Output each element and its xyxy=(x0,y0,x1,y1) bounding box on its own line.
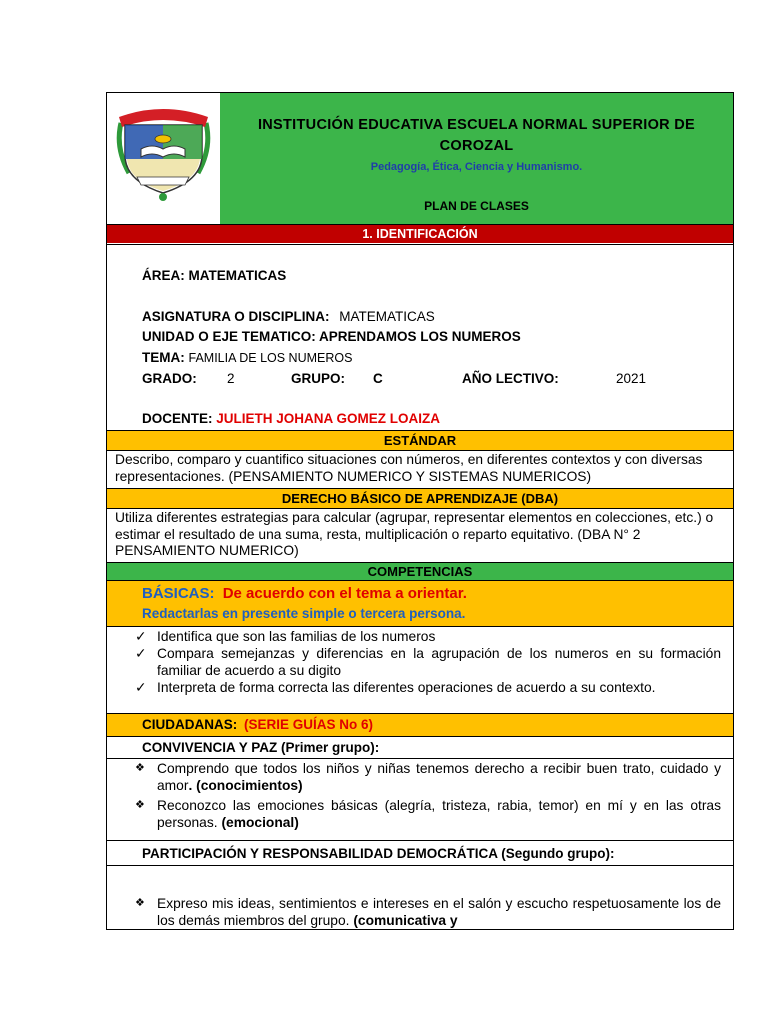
estandar-heading: ESTÁNDAR xyxy=(107,430,733,450)
basicas-list-section xyxy=(107,626,733,713)
list-item: ✓ Compara semejanzas y diferencias en la agrupación de los numeros en su formación familiar de acuerdo a su digito xyxy=(135,646,721,678)
grado-value: 2 xyxy=(227,371,235,386)
asignatura-label: ASIGNATURA O DISCIPLINA: xyxy=(142,309,330,324)
dba-heading: DERECHO BÁSICO DE APRENDIZAJE (DBA) xyxy=(107,488,733,508)
grupo-value: C xyxy=(373,371,383,386)
list-item: ✓ Interpreta de forma correcta las diferentes operaciones de acuerdo a su contexto. xyxy=(135,680,656,695)
ciudadanas-line xyxy=(142,717,373,732)
docente-line xyxy=(142,411,440,426)
list-item: ❖ Reconozco las emociones básicas (alegría, tristeza, rabia, temor) en mí y en las otras personas. (emocional) xyxy=(135,798,721,830)
diamond-bullet-icon: ❖ xyxy=(135,799,145,811)
institution-name: INSTITUCIÓN EDUCATIVA ESCUELA NORMAL SUPERIOR DE COROZAL xyxy=(257,117,696,154)
basicas-line xyxy=(142,585,467,602)
tema-value: FAMILIA DE LOS NUMEROS xyxy=(188,351,353,365)
grado-label: GRADO: xyxy=(142,371,197,386)
docente-name: JULIETH JOHANA GOMEZ LOAIZA xyxy=(216,411,441,426)
header-title-cell xyxy=(220,93,733,224)
unidad-line: UNIDAD O EJE TEMATICO: APRENDAMOS LOS NUMEROS xyxy=(142,329,521,344)
convivencia-header xyxy=(107,736,733,758)
basicas-list xyxy=(107,628,733,696)
convivencia-list-section xyxy=(107,758,733,840)
estandar-text: Describo, comparo y cuantifico situaciones con números, en diferentes contextos y con diversas representaciones. (PENSAMIENTO NUMERICO Y SISTEMAS NUMERICOS) xyxy=(107,450,733,488)
ciudadanas-header xyxy=(107,713,733,736)
list-item: ✓ Identifica que son las familias de los numeros xyxy=(135,629,436,644)
identificacion-heading: 1. IDENTIFICACIÓN xyxy=(107,224,733,243)
basicas-header xyxy=(107,580,733,626)
redactar-note: Redactarlas en presente simple o tercera persona. xyxy=(142,606,466,621)
institution-motto: Pedagogía, Ética, Ciencia y Humanismo. xyxy=(370,161,583,173)
ano-label: AÑO LECTIVO: xyxy=(462,371,559,386)
check-mark-icon: ✓ xyxy=(135,680,147,695)
diamond-bullet-icon: ❖ xyxy=(135,897,145,909)
participacion-list-section xyxy=(107,865,733,930)
tema-label: TEMA: xyxy=(142,350,185,365)
convivencia-list xyxy=(107,760,733,831)
list-item: ❖ Expreso mis ideas, sentimientos e intereses en el salón y escucho respetuosamente los de los demás miembros del grupo. (comunicativa y xyxy=(135,896,721,928)
ciudadanas-note: (SERIE GUÍAS No 6) xyxy=(244,717,374,732)
plan-title: PLAN DE CLASES xyxy=(424,199,529,213)
convivencia-title: CONVIVENCIA Y PAZ (Primer grupo): xyxy=(142,740,380,755)
ciudadanas-label: CIUDADANAS: xyxy=(142,717,238,732)
document-header xyxy=(107,93,733,224)
school-shield-logo-icon xyxy=(107,93,220,224)
diamond-bullet-icon: ❖ xyxy=(135,762,145,774)
lesson-plan-document xyxy=(106,92,734,930)
docente-label: DOCENTE: xyxy=(142,411,213,426)
asignatura-value: MATEMATICAS xyxy=(339,309,435,324)
check-mark-icon: ✓ xyxy=(135,646,147,661)
participacion-title: PARTICIPACIÓN Y RESPONSABILIDAD DEMOCRÁTICA (Segundo grupo): xyxy=(142,846,615,861)
logo-cell xyxy=(107,93,221,224)
dba-text: Utiliza diferentes estrategias para calcular (agrupar, representar elementos en colecciones, etc.) o estimar el resultado de una suma, resta, multiplicación o reparto equitativo. (DBA N° 2 PENSAMIENTO NUMERICO) xyxy=(107,508,733,562)
list-item: ❖ Comprendo que todos los niños y niñas tenemos derecho a recibir buen trato, cuidado y amor. (conocimientos) xyxy=(135,761,721,793)
identificacion-section xyxy=(107,244,733,430)
grupo-label: GRUPO: xyxy=(291,371,345,386)
ano-value: 2021 xyxy=(616,371,647,386)
tema-line xyxy=(142,350,352,365)
participacion-header xyxy=(107,840,733,865)
participacion-list xyxy=(107,895,733,929)
area-line: ÁREA: MATEMATICAS xyxy=(142,268,287,283)
competencias-heading: COMPETENCIAS xyxy=(107,562,733,580)
check-mark-icon: ✓ xyxy=(135,629,147,644)
asignatura-line xyxy=(142,309,435,324)
basicas-note: De acuerdo con el tema a orientar. xyxy=(222,585,467,602)
basicas-label: BÁSICAS: xyxy=(142,585,215,602)
